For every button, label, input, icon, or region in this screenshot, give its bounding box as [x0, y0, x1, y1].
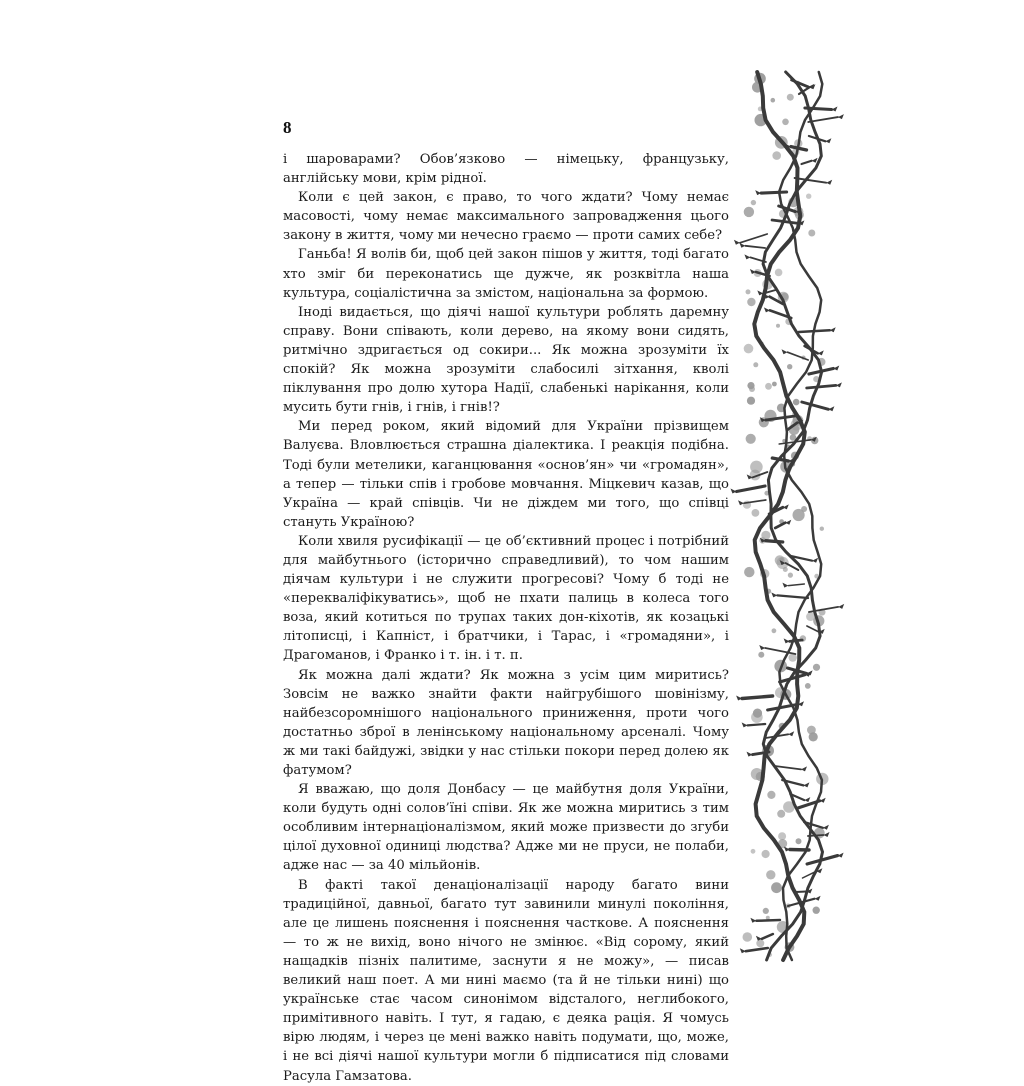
thorn-branch-icon	[745, 72, 827, 960]
paragraph: Коли хвиля русифікації — це об’єктивний процес і потрібний для майбутнього (історично справедливий), то чом нашим діячам культури і не служити прогресові? Чому б тоді не «перекваліфікуватись», щоб не пхати палиць в колеса того воза, який котиться по трупах таких дон-кіхотів, як козацькі літописці, і Капніст, і братчики, і Тарас, і «громадяни», і Драгоманов, і Франко і т. ін. і т. п.	[283, 533, 729, 664]
paragraph: і шароварами? Обов’язково — німецьку, французьку, англійську мови, крім рідної.	[283, 152, 729, 187]
paragraph: Я вважаю, що доля Донбасу — це майбутня доля України, коли будуть одні солов’їні співи. Як же можна миритись з тим особливим інтернаціоналізмом, який може призвести до згуби цілої духовної одиниці людства? Адже ми не пруси, не полаби, адже нас — за 40 мільйонів.	[283, 782, 729, 874]
paragraph: Іноді видається, що діячі нашої культури роблять даремну справу. Вони співають, коли дерево, на якому вони сидять, ритмічно здригається од сокири... Як можна зрозуміти їх спокій? Як можна зрозуміти слабосилі зітхання, кволі піклування про долю хутора Надії, слабенькі нарікання, коли мусить бути гнів, і гнів, і гнів!?	[283, 304, 729, 416]
paragraph: Як можна далі ждати? Як можна з усім цим миритись? Зовсім не важко знайти факти найгрубішого шовінізму, найбезсоромнішого національного приниження, проти чого достатньо зброї в ленінському національному арсеналі. Чому ж ми такі байдужі, звідки у нас стільки покори перед долею як фатумом?	[283, 667, 729, 778]
page-number: 8	[283, 118, 292, 137]
paragraph: Ганьба! Я волів би, щоб цей закон пішов у життя, тоді багато хто зміг би переконатись ще дужче, як розквітла наша культура, соціалістична за змістом, національна за формою.	[283, 247, 729, 301]
body-text	[283, 150, 729, 1086]
paragraph: В факті такої денаціоналізації народу багато вини традиційної, давньої, багато тут завинили минулі покоління, але це лишень пояснення і пояснення часткове. А пояснення — то ж не вихід, воно нічого не змінює. «Від сорому, який нащадків пізніх палитиме, заснути я не можу», — писав великий наш поет. А ми нині маємо (та й не тільки нині) що українське стає часом синонімом відсталого, неглибокого, примітивного навіть. І тут, я гадаю, є деяка рація. Я чомусь вірю людям, і через це мені важко навіть подумати, що, може, і не всі діячі нашої культури могли б підписатися під словами Расула Гамзатова.	[283, 877, 729, 1084]
paragraph: Коли є цей закон, є право, то чого ждати? Чому немає масовості, чому немає максимального запровадження цього закону в життя, чому ми нечесно граємо — проти самих себе?	[283, 190, 729, 244]
paragraph: Ми перед роком, який відомий для України прізвищем Валуєва. Вловлюється страшна діалектика. І реакція подібна. Тоді були метелики, каганцювання «основ’ян» чи «громадян», а тепер — тільки спів і гробове мовчання. Міцкевич казав, що Україна — край співців. Чи не діждем ми того, що співці стануть Україною?	[283, 419, 729, 530]
